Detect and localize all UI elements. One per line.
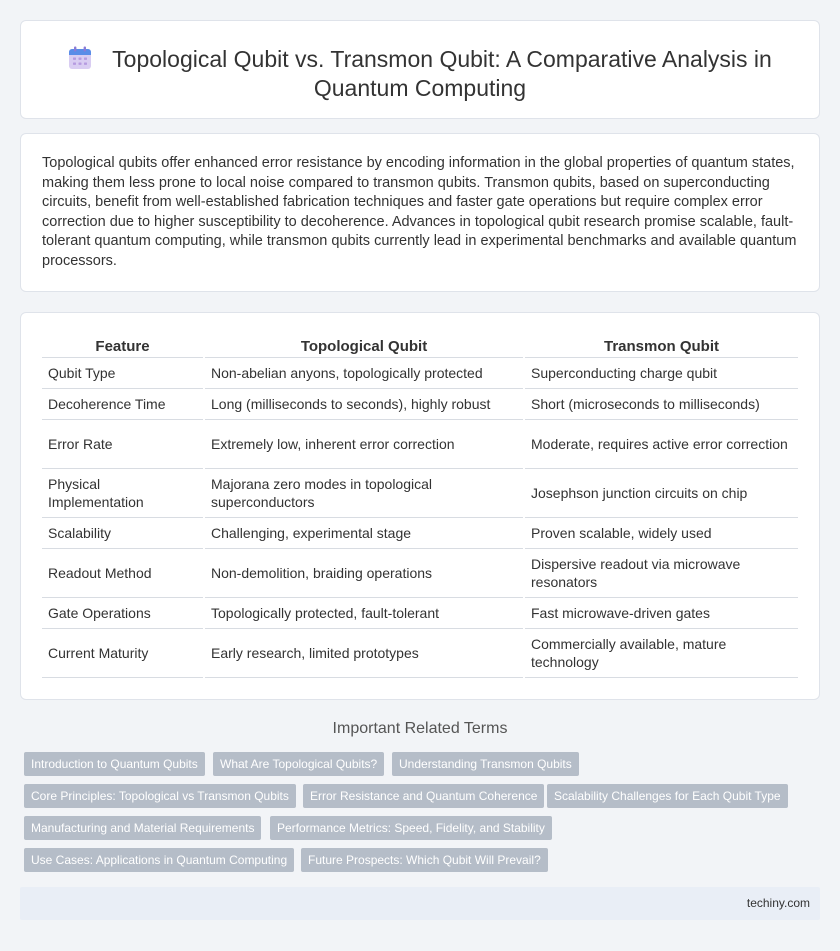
intro-paragraph: Topological qubits offer enhanced error resistance by encoding information in the global properties of quantum states, making them less prone to local noise compared to transmon qubits. Transmon qubits, based on superconducting circuits, benefit from well-established fabrication techniques and faster gate operations but require complex error correction due to higher susceptibility to decoherence. Advances in topological qubit research promise scalable, fault-tolerant quantum computing, while transmon qubits currently lead in experimental benchmarks and available quantum processors. bbox=[42, 155, 797, 269]
table-row bbox=[42, 549, 798, 598]
comparison-table-card bbox=[20, 312, 820, 700]
related-tag-manufacturing-requirements[interactable]: Manufacturing and Material Requirements bbox=[24, 816, 261, 840]
table-cell-transmon: Superconducting charge qubit bbox=[524, 358, 798, 389]
table-row bbox=[42, 420, 798, 469]
table-cell-feature: Decoherence Time bbox=[42, 389, 204, 420]
related-tag-introduction-quantum-qubits[interactable]: Introduction to Quantum Qubits bbox=[24, 752, 205, 776]
table-cell-topological: Non-abelian anyons, topologically protected bbox=[204, 358, 524, 389]
table-cell-topological: Long (milliseconds to seconds), highly robust bbox=[204, 389, 524, 420]
table-cell-topological: Non-demolition, braiding operations bbox=[204, 549, 524, 598]
table-cell-transmon: Short (microseconds to milliseconds) bbox=[524, 389, 798, 420]
table-cell-transmon: Fast microwave-driven gates bbox=[524, 598, 798, 629]
table-cell-topological: Majorana zero modes in topological superconductors bbox=[204, 469, 524, 518]
table-row bbox=[42, 389, 798, 420]
related-tag-what-are-topological-qubits[interactable]: What Are Topological Qubits? bbox=[213, 752, 384, 776]
table-cell-topological: Early research, limited prototypes bbox=[204, 629, 524, 678]
table-cell-topological: Topologically protected, fault-tolerant bbox=[204, 598, 524, 629]
table-cell-transmon: Proven scalable, widely used bbox=[524, 518, 798, 549]
table-cell-feature: Error Rate bbox=[42, 420, 204, 469]
table-cell-transmon: Commercially available, mature technology bbox=[524, 629, 798, 678]
table-row bbox=[42, 518, 798, 549]
page-title bbox=[21, 45, 819, 103]
related-tag-core-principles[interactable]: Core Principles: Topological vs Transmon Qubits bbox=[24, 784, 296, 808]
intro-card bbox=[20, 133, 820, 292]
page-title-text: Topological Qubit vs. Transmon Qubit: A Comparative Analysis in Quantum Computing bbox=[112, 46, 772, 101]
table-cell-feature: Scalability bbox=[42, 518, 204, 549]
table-cell-feature: Readout Method bbox=[42, 549, 204, 598]
table-cell-topological: Challenging, experimental stage bbox=[204, 518, 524, 549]
table-cell-feature: Current Maturity bbox=[42, 629, 204, 678]
column-header-topological: Topological Qubit bbox=[204, 334, 524, 358]
table-cell-transmon: Moderate, requires active error correction bbox=[524, 420, 798, 469]
table-cell-topological: Extremely low, inherent error correction bbox=[204, 420, 524, 469]
table-cell-feature: Gate Operations bbox=[42, 598, 204, 629]
table-row bbox=[42, 469, 798, 518]
related-tag-future-prospects[interactable]: Future Prospects: Which Qubit Will Prevail? bbox=[301, 848, 548, 872]
column-header-feature: Feature bbox=[42, 334, 204, 358]
table-header-row bbox=[42, 334, 798, 358]
table-row bbox=[42, 358, 798, 389]
related-tag-error-resistance[interactable]: Error Resistance and Quantum Coherence bbox=[303, 784, 544, 808]
table-cell-feature: Physical Implementation bbox=[42, 469, 204, 518]
related-tag-use-cases[interactable]: Use Cases: Applications in Quantum Computing bbox=[24, 848, 294, 872]
calendar-icon bbox=[68, 46, 92, 70]
table-row bbox=[42, 598, 798, 629]
table-cell-transmon: Josephson junction circuits on chip bbox=[524, 469, 798, 518]
table-cell-transmon: Dispersive readout via microwave resonators bbox=[524, 549, 798, 598]
table-cell-feature: Qubit Type bbox=[42, 358, 204, 389]
column-header-transmon: Transmon Qubit bbox=[524, 334, 798, 358]
footer-site-link[interactable]: techiny.com bbox=[746, 896, 810, 910]
related-tag-scalability-challenges[interactable]: Scalability Challenges for Each Qubit Type bbox=[547, 784, 788, 808]
table-row bbox=[42, 629, 798, 678]
comparison-table bbox=[42, 334, 798, 678]
footer-bar bbox=[20, 887, 820, 920]
related-terms-title: Important Related Terms bbox=[332, 720, 508, 737]
header-card bbox=[20, 20, 820, 119]
related-tag-performance-metrics[interactable]: Performance Metrics: Speed, Fidelity, and Stability bbox=[270, 816, 552, 840]
related-tag-understanding-transmon-qubits[interactable]: Understanding Transmon Qubits bbox=[392, 752, 579, 776]
